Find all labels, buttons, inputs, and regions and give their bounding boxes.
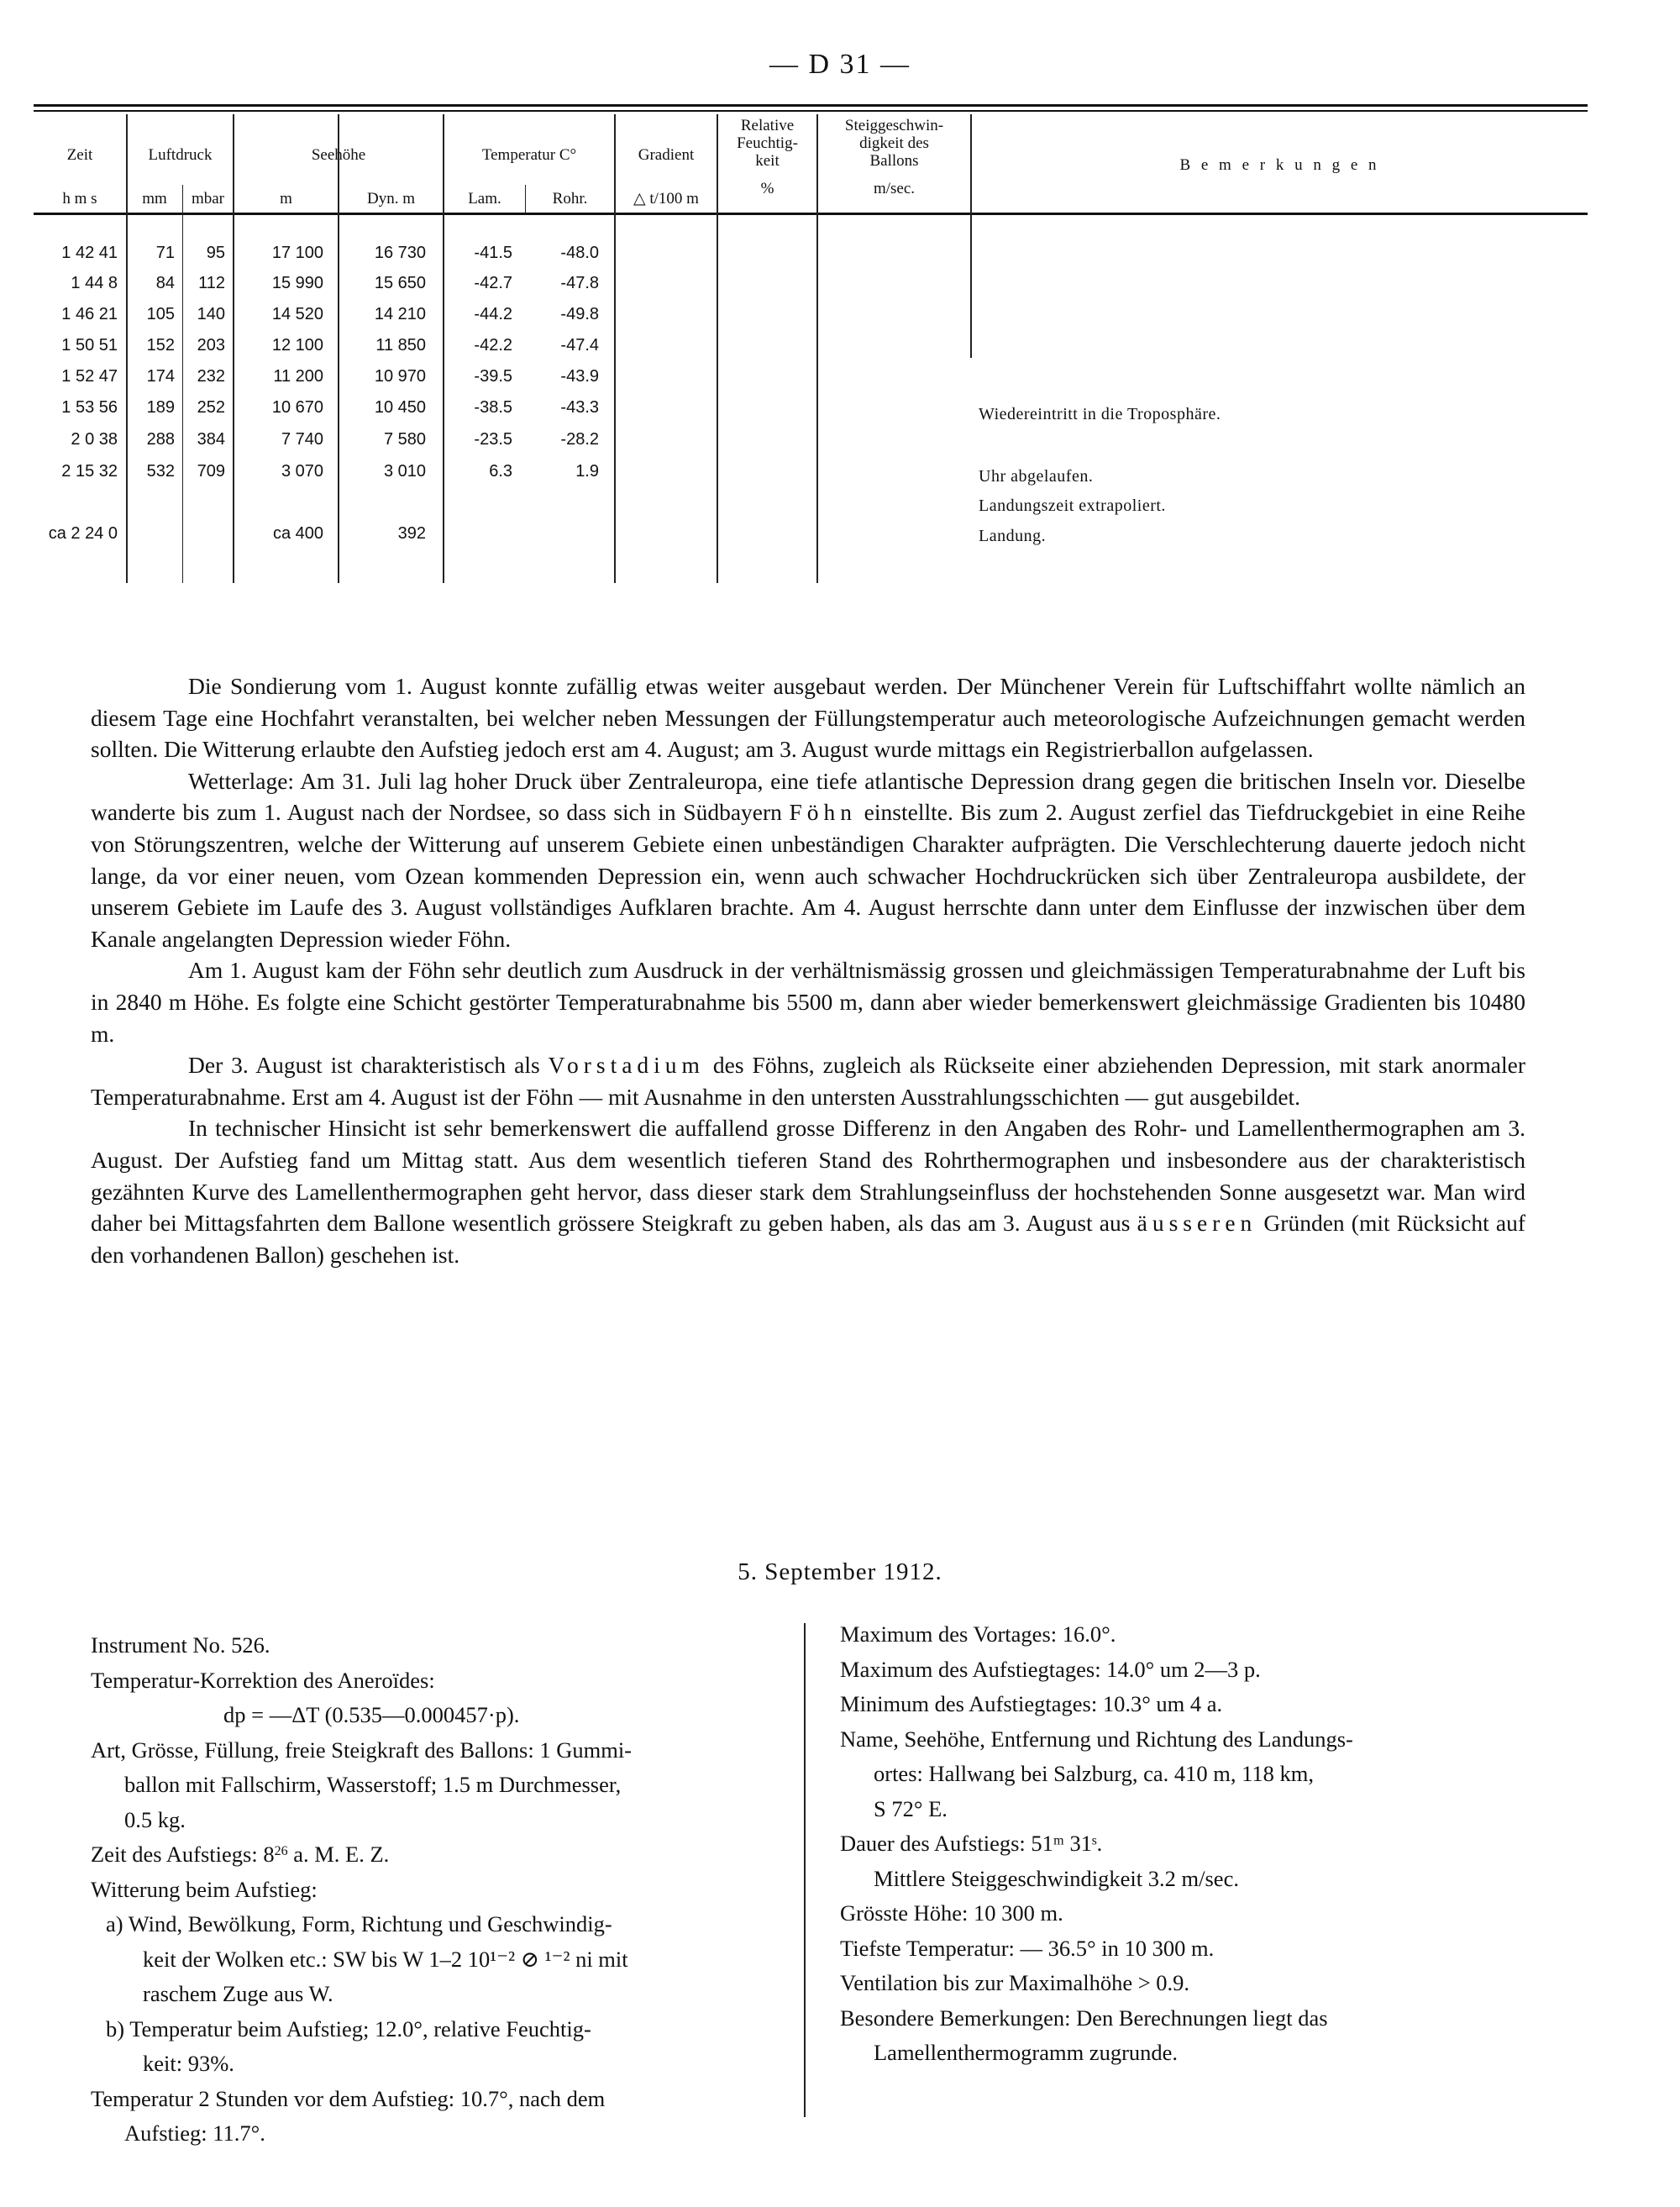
cell-time: 1 50 51 bbox=[61, 336, 118, 355]
cell-m: 12 100 bbox=[271, 336, 323, 355]
table-header-rule bbox=[34, 213, 1588, 215]
cell-m: 11 200 bbox=[273, 367, 323, 386]
cell-rohr: -48.0 bbox=[560, 244, 599, 262]
header-seehoehe: Seehöhe bbox=[311, 146, 366, 164]
remark-uhr: Uhr abgelaufen. bbox=[979, 467, 1094, 486]
cell-m: 3 070 bbox=[281, 462, 323, 481]
table-top-rule bbox=[34, 104, 1588, 107]
cell-m: 14 520 bbox=[271, 305, 323, 323]
cell-mbar: 384 bbox=[197, 430, 225, 449]
cell-m: 17 100 bbox=[271, 244, 323, 262]
header-bemerkungen: B e m e r k u n g e n bbox=[1179, 156, 1380, 174]
cell-rohr: -43.9 bbox=[560, 367, 599, 386]
remark-landung: Landung. bbox=[979, 527, 1047, 545]
cell-dyn: 10 450 bbox=[374, 398, 426, 417]
unit-dyn: Dyn. m bbox=[367, 190, 415, 208]
cell-mbar: 112 bbox=[198, 274, 225, 292]
header-temperatur: Temperatur C° bbox=[481, 146, 577, 164]
ascent-details-left: Instrument No. 526. Temperatur-Korrektion des Aneroïdes: dp = —ΔT (0.535—0.000457·p). Art, Grösse, Füllung, freie Steigkraft des Ballons: 1 Gummi- ballon mit Fallschirm, Wasserstoff; 1.5 m Durchmesser, 0.5 kg. Zeit des Aufstiegs: $8^{26}$ a. M. E. Z. Witterung beim Aufstieg: a) Wind, Bewölkung, Form, Richtung und Geschwindig- keit der Wolken etc.: SW bis W 1–2 10¹⁻² ⊘ ¹⁻² ni mit raschem Zuge aus W. b) Temperatur beim Aufstieg; 12.0°, relative Feuchtig- keit: 93%. Temperatur 2 Stunden vor dem Aufstieg: 10.7°, nach dem Aufstieg: 11.7°. bbox=[91, 1628, 632, 2152]
paragraph-1: Die Sondierung vom 1. August konnte zufällig etwas weiter ausgebaut werden. Der Münchener Verein für Luftschiffahrt wollte nämlich an diesem Tage eine Hochfahrt veranstalten, bei welcher neben Messungen der Füllungstemperatur auch meteorologische Aufzeichnungen gemacht werden sollten. Die Witterung erlaubte den Aufstieg jedoch erst am 4. August; am 3. August wurde mittags ein Registrierballon aufgelassen. bbox=[91, 673, 1525, 763]
zeit-line: Zeit des Aufstiegs: $8^{26}$ a. M. E. Z. bbox=[91, 1842, 390, 1867]
cell-dyn: 7 580 bbox=[383, 430, 426, 449]
unit-lam: Lam. bbox=[468, 190, 501, 208]
cell-lam: -41.5 bbox=[474, 244, 512, 262]
cell-m: ca 400 bbox=[272, 524, 323, 543]
section-date: 5. September 1912. bbox=[738, 1558, 942, 1585]
cell-dyn: 15 650 bbox=[374, 274, 426, 292]
cell-dyn: 11 850 bbox=[375, 336, 426, 355]
cell-mm: 152 bbox=[146, 336, 175, 355]
cell-mm: 71 bbox=[155, 244, 175, 262]
paragraph-4: Der 3. August ist charakteristisch als Vorstadium des Föhns, zugleich als Rückseite einer abziehenden Depression, mit stark anormaler Temperaturabnahme. Erst am 4. August ist der Föhn — mit Ausnahme in den untersten Ausstrahlungsschichten — gut ausgebildet. bbox=[91, 1052, 1525, 1110]
paragraph-3: Am 1. August kam der Föhn sehr deutlich zum Ausdruck in der verhältnismässig grossen und gleichmässigen Temperaturabnahme der Luft bis in 2840 m Höhe. Es folgte eine Schicht gestörter Temperaturabnahme bis 5500 m, dann aber wieder bemerkenswert gleichmässige Gradienten bis 10480 m. bbox=[91, 957, 1525, 1047]
cell-dyn: 16 730 bbox=[374, 244, 426, 262]
cell-m: 7 740 bbox=[281, 430, 323, 449]
paragraph-2: Wetterlage: Am 31. Juli lag hoher Druck über Zentraleuropa, eine tiefe atlantische Depression drang gegen die britischen Inseln vor. Dieselbe wanderte bis zum 1. August nach der Nordsee, so dass sich in Südbayern Föhn einstellte. Bis zum 2. August zerfiel das Tiefdruckgebiet in eine Reihe von Störungszentren, welche der Witterung auf unserem Gebiete einen unbeständigen Charakter aufprägten. Die Verschlechterung dauerte jedoch nicht lange, da vor einer neuen, vom Ozean kommenden Depression ein, wenn auch schwacher Hochdruckrücken sich über Zentraleuropa ausbildete, der unserem Gebiete im Laufe des 3. August vollständiges Aufklaren brachte. Am 4. August herrschte dann unter dem Einflusse der inzwischen über dem Kanale angelangten Depression wieder Föhn. bbox=[91, 767, 1525, 952]
cell-time: 1 44 8 bbox=[71, 274, 118, 292]
correction-line: Temperatur-Korrektion des Aneroïdes: bbox=[91, 1667, 435, 1693]
unit-mbar: mbar bbox=[191, 190, 225, 208]
cell-mbar: 140 bbox=[197, 305, 225, 323]
cell-mm: 174 bbox=[146, 367, 175, 386]
cell-time: 1 42 41 bbox=[61, 244, 118, 262]
cell-mm: 288 bbox=[146, 430, 175, 449]
header-luftdruck: Luftdruck bbox=[148, 146, 213, 164]
ascent-details-right: Maximum des Vortages: 16.0°. Maximum des Aufstiegtages: 14.0° um 2—3 p. Minimum des Aufstiegtages: 10.3° um 4 a. Name, Seehöhe, Entfernung und Richtung des Landungs- ortes: Hallwang bei Salzburg, ca. 410 m, 118 km, S 72° E. Dauer des Aufstiegs: 51ᵐ 31ˢ. Mittlere Steiggeschwindigkeit 3.2 m/sec. Grösste Höhe: 10 300 m. Tiefste Temperatur: — 36.5° in 10 300 m. Ventilation bis zur Maximalhöhe > 0.9. Besondere Bemerkungen: Den Berechnungen liegt das Lamellenthermogramm zugrunde. bbox=[840, 1621, 1353, 2065]
cell-lam: 6.3 bbox=[489, 462, 512, 481]
remark-troposphaere: Wiedereintritt in die Troposphäre. bbox=[979, 405, 1221, 423]
cell-dyn: 392 bbox=[397, 524, 426, 543]
unit-mm: mm bbox=[142, 190, 167, 208]
cell-dyn: 14 210 bbox=[374, 305, 426, 323]
formula-line: dp = —ΔT (0.535—0.000457·p). bbox=[223, 1702, 520, 1727]
cell-dyn: 3 010 bbox=[383, 462, 426, 481]
cell-rohr: -43.3 bbox=[560, 398, 599, 417]
column-divider bbox=[804, 1623, 806, 2117]
unit-gradient: △ t/100 m bbox=[633, 190, 699, 208]
cell-mm: 84 bbox=[155, 274, 175, 292]
cell-mm: 532 bbox=[146, 462, 175, 481]
cell-m: 10 670 bbox=[271, 398, 323, 417]
cell-lam: -44.2 bbox=[474, 305, 512, 323]
cell-lam: -38.5 bbox=[474, 398, 512, 417]
cell-mm: 105 bbox=[146, 305, 175, 323]
cell-time: 2 0 38 bbox=[71, 430, 118, 449]
paragraph-5: In technischer Hinsicht ist sehr bemerkenswert die auffallend grosse Differenz in den Angaben des Rohr- und Lamellenthermographen am 3. August. Der Aufstieg fand um Mittag statt. Aus dem wesentlich tieferen Stand des Rohrthermographen und insbesondere aus der charakteristisch gezähnten Kurve des Lamellenthermographen geht hervor, dass dieser stark dem Strahlungseinfluss der hochstehenden Sonne ausgesetzt war. Man wird daher bei Mittagsfahrten dem Ballone wesentlich grössere Steigkraft zu geben haben, als das am 3. August aus äusseren Gründen (mit Rücksicht auf den vorhandenen Ballon) geschehen ist. bbox=[91, 1115, 1525, 1268]
cell-dyn: 10 970 bbox=[374, 367, 426, 386]
header-feuchtigkeit: Relative Feuchtig- keit bbox=[737, 117, 798, 170]
cell-lam: -42.2 bbox=[474, 336, 512, 355]
header-steiggeschwindigkeit: Steiggeschwin- digkeit des Ballons bbox=[844, 117, 944, 170]
unit-percent: % bbox=[760, 180, 774, 197]
cell-mm: 189 bbox=[146, 398, 175, 417]
cell-rohr: -47.4 bbox=[560, 336, 599, 355]
cell-lam: -39.5 bbox=[474, 367, 512, 386]
cell-rohr: 1.9 bbox=[575, 462, 599, 481]
cell-rohr: -28.2 bbox=[560, 430, 599, 449]
cell-lam: -23.5 bbox=[474, 430, 512, 449]
cell-mbar: 252 bbox=[197, 398, 225, 417]
unit-hms: h m s bbox=[62, 190, 97, 208]
unit-rohr: Rohr. bbox=[552, 190, 588, 208]
cell-time: 2 15 32 bbox=[61, 462, 118, 481]
page-number: — D 31 — bbox=[769, 49, 911, 80]
cell-time: ca 2 24 0 bbox=[48, 524, 118, 543]
cell-m: 15 990 bbox=[271, 274, 323, 292]
header-zeit: Zeit bbox=[66, 146, 93, 164]
cell-time: 1 53 56 bbox=[61, 398, 118, 417]
cell-mbar: 232 bbox=[197, 367, 225, 386]
body-text bbox=[91, 670, 1525, 1270]
instrument-line: Instrument No. 526. bbox=[91, 1632, 270, 1658]
cell-rohr: -47.8 bbox=[560, 274, 599, 292]
cell-time: 1 52 47 bbox=[61, 367, 118, 386]
cell-rohr: -49.8 bbox=[560, 305, 599, 323]
unit-m: m bbox=[280, 190, 292, 208]
header-gradient: Gradient bbox=[638, 146, 695, 164]
remark-landungszeit: Landungszeit extrapoliert. bbox=[979, 497, 1166, 515]
table-top-rule-2 bbox=[34, 110, 1588, 112]
cell-lam: -42.7 bbox=[474, 274, 512, 292]
cell-mbar: 203 bbox=[197, 336, 225, 355]
cell-time: 1 46 21 bbox=[61, 305, 118, 323]
cell-mbar: 709 bbox=[197, 462, 225, 481]
unit-msec: m/sec. bbox=[873, 180, 916, 197]
cell-mbar: 95 bbox=[206, 244, 225, 262]
